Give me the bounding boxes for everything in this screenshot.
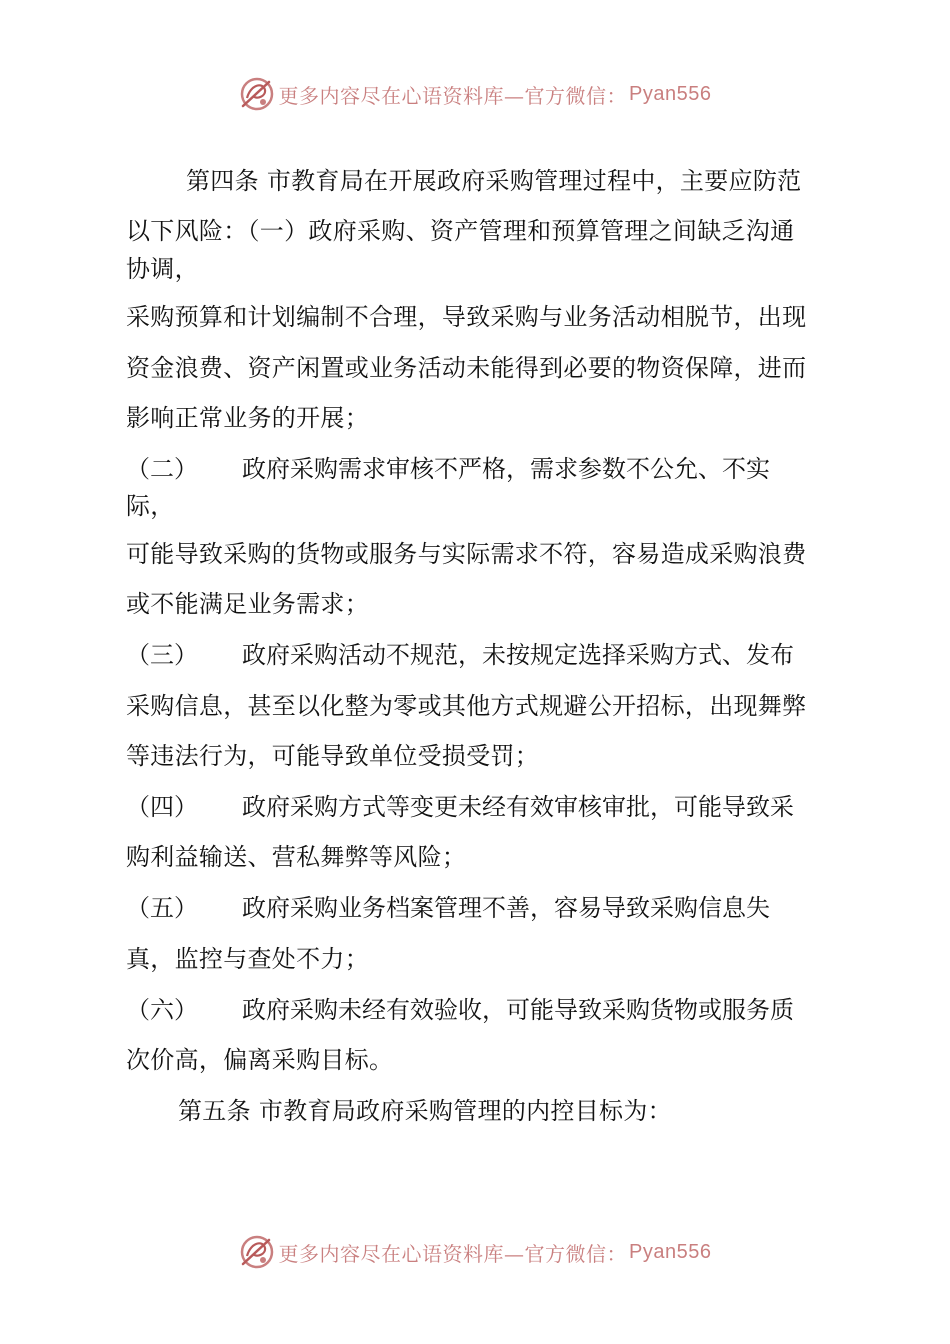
article-4-line-2: 以下风险：（一）政府采购、资产管理和预算管理之间缺乏沟通 — [126, 217, 795, 245]
para-2-line-2: 或不能满足业务需求； — [126, 590, 369, 618]
watermark-text: 更多内容尽在心语资料库—官方微信： — [278, 83, 628, 108]
wechat-id: Pyan556 — [629, 82, 712, 105]
item-4-line-1 — [126, 792, 794, 822]
item-4-number: （四） — [126, 793, 198, 821]
item-5-line-2: 真，监控与查处不力； — [126, 945, 369, 973]
header-watermark — [0, 74, 950, 114]
item-4-line-2: 购利益输送、营私舞弊等风险； — [126, 843, 467, 871]
item-3-line-1 — [126, 640, 794, 670]
item-4-text: 政府采购方式等变更未经有效审核审批，可能导致采 — [242, 793, 794, 821]
signature-logo-icon — [239, 1234, 275, 1270]
item-5-number: （五） — [126, 894, 198, 922]
para-1-line-1: 采购预算和计划编制不合理，导致采购与业务活动相脱节，出现 — [126, 303, 807, 331]
item-6-text: 政府采购未经有效验收，可能导致采购货物或服务质 — [242, 996, 794, 1024]
item-2-number: （二） — [126, 455, 198, 483]
item-3-line-3: 等违法行为，可能导致单位受损受罚； — [126, 742, 540, 770]
para-1-line-3: 影响正常业务的开展； — [126, 404, 369, 432]
wechat-id: Pyan556 — [629, 1240, 712, 1263]
item-2-line-2: 际， — [126, 492, 175, 520]
article-5: 第五条 市教育局政府采购管理的内控目标为： — [178, 1097, 672, 1125]
watermark-text: 更多内容尽在心语资料库—官方微信： — [278, 1241, 628, 1266]
article-4-line-3: 协调， — [126, 255, 199, 283]
item-6-number: （六） — [126, 996, 198, 1024]
item-5-line-1 — [126, 893, 770, 923]
item-2-text: 政府采购需求审核不严格，需求参数不公允、不实 — [242, 455, 770, 483]
item-5-text: 政府采购业务档案管理不善，容易导致采购信息失 — [242, 894, 770, 922]
item-3-line-2: 采购信息，甚至以化整为零或其他方式规避公开招标，出现舞弊 — [126, 692, 807, 720]
item-6-line-2: 次价高，偏离采购目标。 — [126, 1046, 394, 1074]
footer-watermark — [0, 1232, 950, 1272]
para-2-line-1: 可能导致采购的货物或服务与实际需求不符，容易造成采购浪费 — [126, 540, 807, 568]
article-4-line-1: 第四条 市教育局在开展政府采购管理过程中，主要应防范 — [186, 167, 802, 195]
item-2-line-1 — [126, 454, 770, 484]
para-1-line-2: 资金浪费、资产闲置或业务活动未能得到必要的物资保障，进而 — [126, 354, 807, 382]
item-3-text: 政府采购活动不规范，未按规定选择采购方式、发布 — [242, 641, 794, 669]
item-3-number: （三） — [126, 641, 198, 669]
signature-logo-icon — [239, 76, 275, 112]
item-6-line-1 — [126, 995, 794, 1025]
